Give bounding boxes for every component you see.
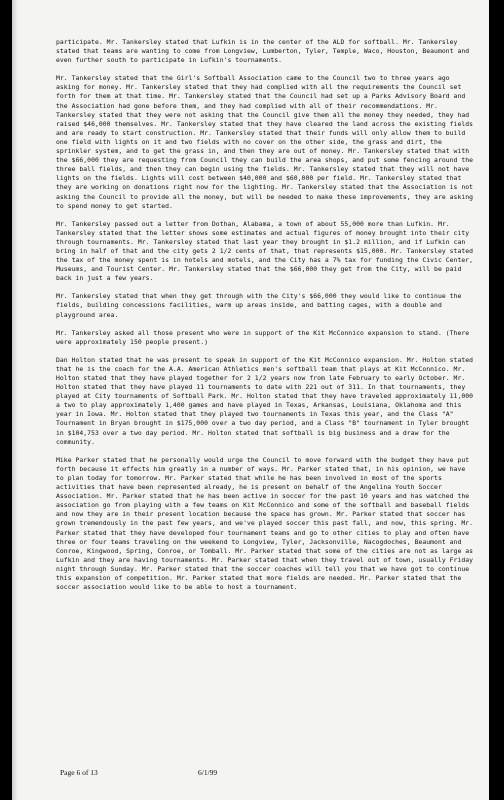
paragraph-5: Mr. Tankersley asked all those present who were in support of the Kit McConnico expansion to stand. (There were approximately 150 people present.) — [56, 328, 470, 346]
scanned-page — [12, 0, 489, 800]
paragraph-6: Dan Holton stated that he was present to speak in support of the Kit McConnico expansion. Mr. Holton stated that he is the coach for the A.A. American Athletics men's softball team that plays at Kit McConnico. Mr. Holton stated that they have played together for 2 1/2 years now from late February to early October. Mr. Holton stated that they have played 11 tournaments to date with 221 out of 311. In that tournaments, they played at City tournaments of Softball Park. Mr. Holton stated that they have traveled approximately 11,000 a two to play approximately 1,400 games and have played in Texas, Arkansas, Louisiana, Oklahoma and this year in Iowa. Mr. Holton stated that they played two tournaments in Texas this year, and the Class "A" Tournament in Bryan brought in $175,000 over a two day period, and a Class "B" tournament in Tyler brought in $104,753 over a two day period. Mr. Holton stated that softball is big business and a draw for the community. — [56, 355, 474, 446]
paragraph-4: Mr. Tankersley stated that when they get through with the City's $66,000 they would like to continue the fields, building concessions facilities, warm up areas inside, and batting cages, with a double and playground area. — [56, 292, 462, 319]
paragraph-1: participate. Mr. Tankersley stated that Lufkin is in the center of the ALD for softball. Mr. Tankersley stated that teams are wanting to come from Longview, Lumberton, Tyler, Temple, Waco, Houston, Beaumont and even further south to participate in Lufkin's tournaments. — [56, 38, 470, 65]
page-number: Page 6 of 13 — [60, 768, 98, 777]
paragraph-2: Mr. Tankersley stated that the Girl's Softball Association came to the Council two to three years ago asking for money. Mr. Tankersley stated that they had complied with all the requirements the Council set forth for them at that time. Mr. Tankersley stated that the Council had set up a Parks Advisory Board and the Association had gone before them, and they had complied with all of their recommendations. Mr. Tankersley stated that they were not asking that the Council give them all the money they needed, they had raised $46,000 themselves. Mr. Tankersley stated that they have cleared the land across the existing fields and are ready to start construction. Mr. Tankersley stated that their funds will only allow them to build one field with lights on it and two fields with no cover on the other side, the grass and dirt, the sprinkler system, and to get the grass in, and then they are out of money. Mr. Tankersley stated that with the $66,000 they are requesting from Council they can build the area shops, and put some fencing around the three ball fields, and then they can begin using the fields. Mr. Tankersley stated that they will not have lights on the fields. Lights will cost between $40,000 and $60,000 per field. Mr. Tankersley stated that they are working on donations right now for the lighting. Mr. Tankersley stated that the Association is not asking the Council to provide all the money, but will be needed to make these improvements, they are asking to spend money to get started. — [56, 74, 474, 210]
footer-date: 6/1/99 — [198, 768, 218, 777]
document-body — [56, 38, 476, 601]
paragraph-3: Mr. Tankersley passed out a letter from Dothan, Alabama, a town of about 55,000 more than Lufkin. Mr. Tankersley stated that the letter shows some estimates and actual figures of money brought into their city through tournaments. Mr. Tankersley stated that last year they brought in $1.2 million, and if Lufkin can bring in half of that and the city gets 2 1/2 cents of that, that represents $15,000. Mr. Tankersley stated the tax of the money spent is in hotels and motels, and the City has a 7% tax for funding the Civic Center, Museums, and Tourist Center. Mr. Tankersley stated that the $66,000 they get from the City, will be paid back in just a few years. — [56, 219, 474, 283]
paragraph-7: Mike Parker stated that he personally would urge the Council to move forward with the budget they have put forth because it effects him greatly in a number of ways. Mr. Parker stated that, in his opinion, we have to plan today for tomorrow. Mr. Parker stated that while he has been involved in most of the sports activities that have been represented already, he is present on behalf of the Angelina Youth Soccer Association. Mr. Parker stated that he has been active in soccer for the past 10 years and has watched the association go from playing with a few teams on Kit McConnico and some of the softball and baseball fields and now they are in their present location because the space has grown. Mr. Parker stated that soccer has grown tremendously in the past few years, and we've played soccer this past fall, and now, this spring. Mr. Parker stated that they have developed four tournament teams and go to other cities to play and often have three or four teams traveling on the weekend to Longview, Tyler, Jacksonville, Nacogdoches, Beaumont and Conroe, Kingwood, Spring, Conroe, or Tomball. Mr. Parker stated that some of the cities are not as large as Lufkin and they are having tournaments. Mr. Parker stated that when they travel out of town, usually Friday night through Sunday. Mr. Parker stated that the soccer coaches will tell you that we have got to continue this expansion of competition. Mr. Parker stated that more fields are needed. Mr. Parker stated that the soccer association would like to be able to host a tournament. — [56, 455, 474, 592]
